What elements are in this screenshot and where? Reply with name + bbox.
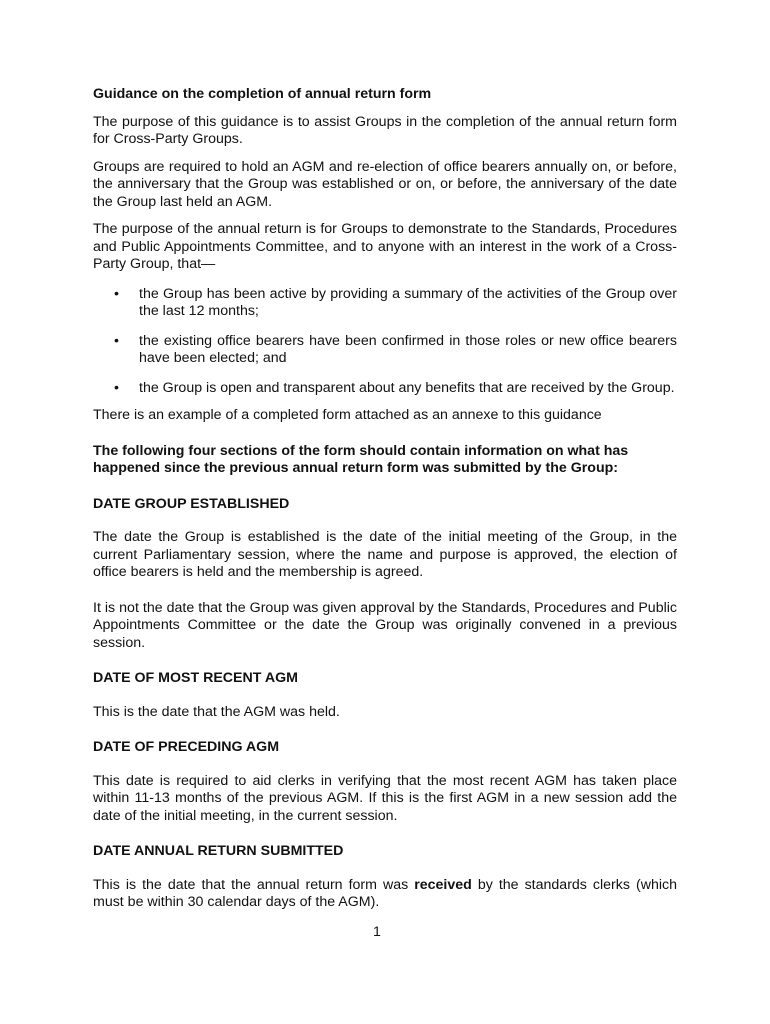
page-number: 1 bbox=[373, 924, 381, 940]
intro-paragraph: The purpose of this guidance is to assist Groups in the completion of the annual return form for Cross-Party Groups. bbox=[93, 113, 677, 147]
submitted-text bbox=[93, 877, 677, 912]
annexe-note: There is an example of a completed form attached as an annexe to this guidance bbox=[93, 407, 602, 423]
document-title: Guidance on the completion of annual return form bbox=[93, 86, 432, 102]
agm-requirement-paragraph: Groups are required to hold an AGM and re-election of office bearers annually on, or before, the anniversary that the Group was established or on, or before, the anniversary of the date the Group last held an AGM. bbox=[93, 158, 677, 210]
bullet-item bbox=[93, 286, 677, 321]
section-heading-established: DATE GROUP ESTABLISHED bbox=[93, 495, 290, 512]
established-text-1: The date the Group is established is the date of the initial meeting of the Group, in the current Parliamentary session, where the name and purpose is approved, the election of office bearers is held and the membership is agreed. bbox=[93, 529, 677, 580]
bullet-text: the existing office bearers have been confirmed in those roles or new office bearers have been elected; and bbox=[139, 332, 677, 366]
section-heading-preceding-agm: DATE OF PRECEDING AGM bbox=[93, 739, 280, 755]
bullet-icon: • bbox=[114, 285, 119, 302]
submitted-text-emphasis: received bbox=[414, 876, 472, 893]
bullet-item bbox=[93, 380, 677, 398]
bullet-item bbox=[93, 333, 677, 368]
sections-intro: The following four sections of the form should contain information on what has happened since the previous annual return form was submitted by the Group: bbox=[93, 442, 629, 476]
established-text-2: It is not the date that the Group was given approval by the Standards, Procedures and Public Appointments Committee or the date the Group was originally convened in a previous session. bbox=[93, 599, 677, 651]
section-heading-recent-agm: DATE OF MOST RECENT AGM bbox=[93, 670, 298, 686]
submitted-text-before: This is the date that the annual return form was bbox=[93, 876, 415, 893]
document-page bbox=[93, 86, 677, 922]
section-heading-submitted: DATE ANNUAL RETURN SUBMITTED bbox=[93, 843, 344, 859]
bullet-icon: • bbox=[114, 379, 119, 396]
bullet-text: the Group is open and transparent about any benefits that are received by the Group. bbox=[139, 379, 675, 396]
purpose-paragraph: The purpose of the annual return is for Groups to demonstrate to the Standards, Procedures and Public Appointments Committee, and to anyone with an interest in the work of a Cross-Party Group, that— bbox=[93, 221, 677, 272]
preceding-agm-text: This date is required to aid clerks in verifying that the most recent AGM has taken place within 11-13 months of the previous AGM. If this is the first AGM in a new session add the date of the initial meeting, in the current session. bbox=[93, 772, 677, 824]
bullet-text: the Group has been active by providing a summary of the activities of the Group over the last 12 months; bbox=[139, 285, 677, 319]
recent-agm-text: This is the date that the AGM was held. bbox=[93, 703, 340, 720]
bullet-icon: • bbox=[114, 332, 119, 349]
submitted-text-after: by the standards clerks (which must be within 30 calendar days of the AGM). bbox=[93, 876, 677, 910]
purpose-bullet-list bbox=[93, 286, 677, 398]
